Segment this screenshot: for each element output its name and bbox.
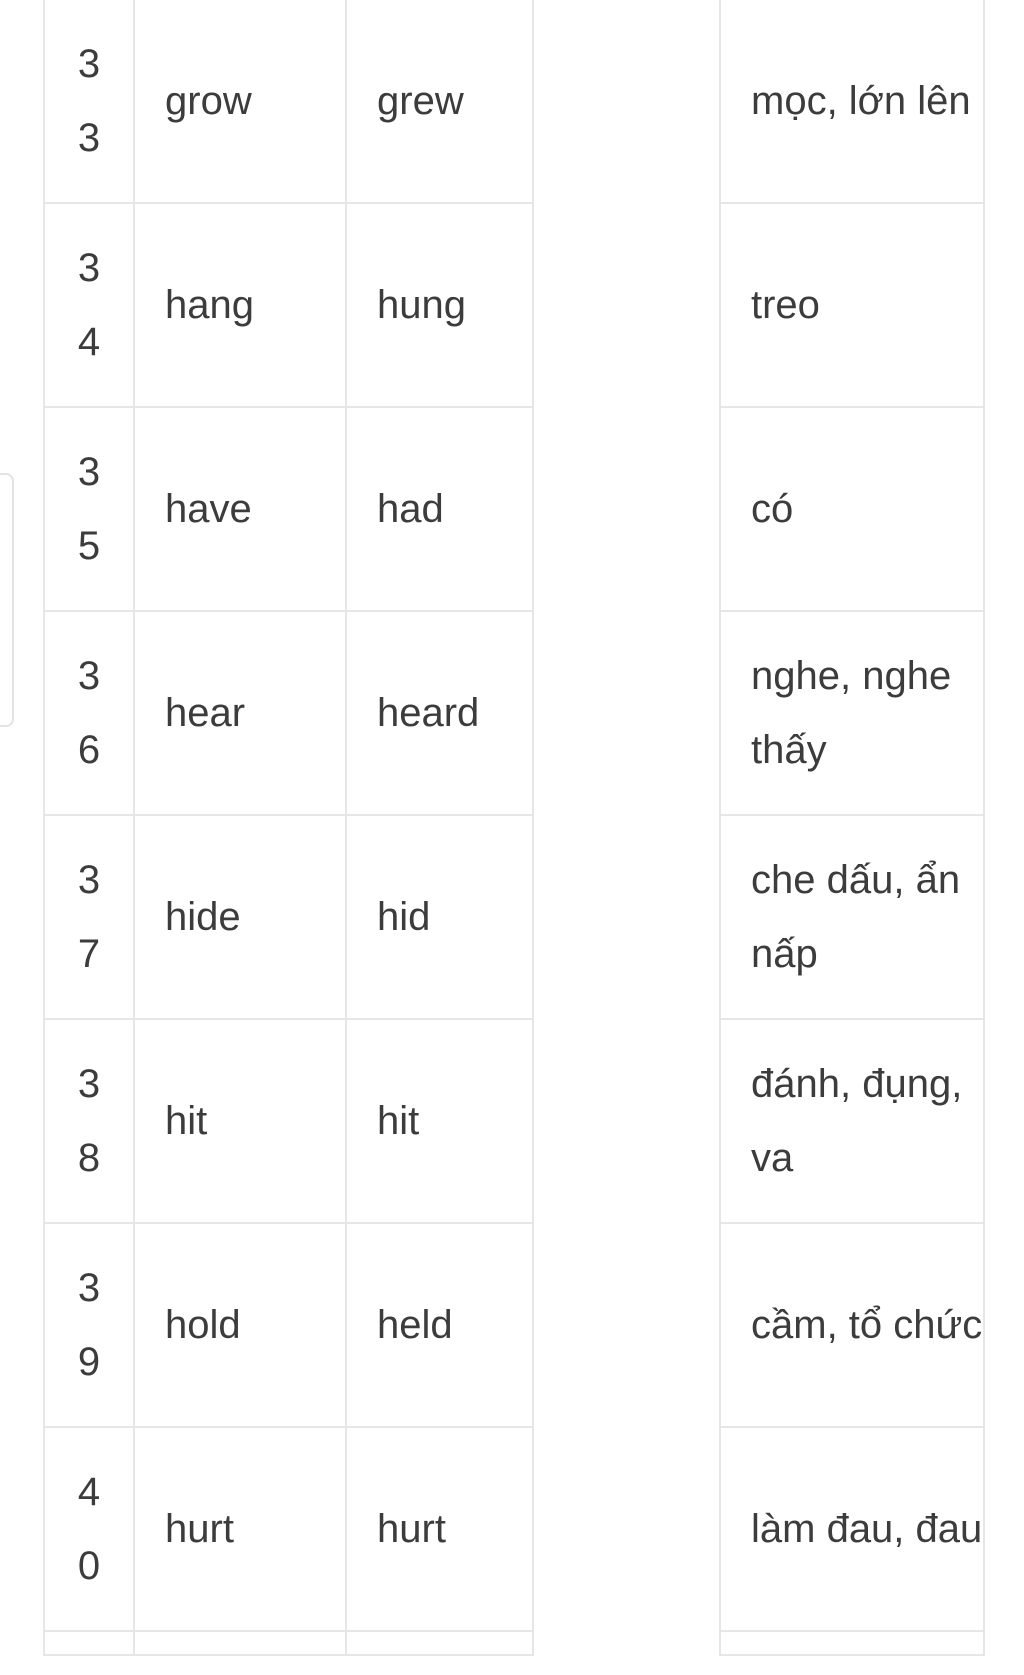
row-number-cell bbox=[44, 1223, 134, 1427]
past-participle-cell bbox=[533, 815, 720, 1019]
row-number-cell bbox=[44, 1631, 134, 1655]
base-form-cell: grow bbox=[134, 0, 346, 203]
row-number: 36 bbox=[77, 654, 101, 772]
row-number: 38 bbox=[77, 1062, 101, 1180]
base-form-cell: hit bbox=[134, 1019, 346, 1223]
past-participle-cell bbox=[533, 1631, 720, 1655]
table-row bbox=[44, 611, 984, 815]
table-row bbox=[44, 407, 984, 611]
past-simple-cell: held bbox=[346, 1223, 533, 1427]
table-row bbox=[44, 1223, 984, 1427]
past-simple-cell: hid bbox=[346, 815, 533, 1019]
irregular-verbs-table bbox=[43, 0, 985, 1656]
past-participle-cell bbox=[533, 407, 720, 611]
meaning-cell: che dấu, ẩn nấp bbox=[720, 815, 984, 1019]
past-participle-cell bbox=[533, 1019, 720, 1223]
meaning-cell: mọc, lớn lên bbox=[720, 0, 984, 203]
table-row bbox=[44, 1019, 984, 1223]
table-row bbox=[44, 203, 984, 407]
base-form-cell: hurt bbox=[134, 1427, 346, 1631]
row-number-cell bbox=[44, 611, 134, 815]
past-participle-cell bbox=[533, 1427, 720, 1631]
past-participle-cell bbox=[533, 0, 720, 203]
row-number-cell bbox=[44, 1427, 134, 1631]
past-simple-cell: had bbox=[346, 407, 533, 611]
past-simple-cell: heard bbox=[346, 611, 533, 815]
irregular-verbs-table-container bbox=[43, 0, 983, 1656]
past-simple-cell: grew bbox=[346, 0, 533, 203]
row-number: 37 bbox=[77, 858, 101, 976]
base-form-cell: hear bbox=[134, 611, 346, 815]
past-simple-cell bbox=[346, 1631, 533, 1655]
meaning-cell: cầm, tổ chức bbox=[720, 1223, 984, 1427]
meaning-cell: làm đau, đau bbox=[720, 1427, 984, 1631]
row-number-cell bbox=[44, 1019, 134, 1223]
meaning-cell: đánh, đụng, va bbox=[720, 1019, 984, 1223]
past-simple-cell: hurt bbox=[346, 1427, 533, 1631]
meaning-cell bbox=[720, 1631, 984, 1655]
base-form-cell bbox=[134, 1631, 346, 1655]
side-panel-tab[interactable] bbox=[0, 473, 14, 727]
past-simple-cell: hung bbox=[346, 203, 533, 407]
meaning-cell: nghe, nghe thấy bbox=[720, 611, 984, 815]
table-row bbox=[44, 815, 984, 1019]
table-row bbox=[44, 0, 984, 203]
row-number: 40 bbox=[77, 1470, 101, 1588]
past-participle-cell bbox=[533, 203, 720, 407]
base-form-cell: hold bbox=[134, 1223, 346, 1427]
row-number: 35 bbox=[77, 450, 101, 568]
past-participle-cell bbox=[533, 1223, 720, 1427]
table-body bbox=[44, 0, 984, 1655]
row-number: 34 bbox=[77, 246, 101, 364]
past-participle-cell bbox=[533, 611, 720, 815]
meaning-cell: có bbox=[720, 407, 984, 611]
base-form-cell: hang bbox=[134, 203, 346, 407]
table-row-partial bbox=[44, 1631, 984, 1655]
row-number: 39 bbox=[77, 1266, 101, 1384]
past-simple-cell: hit bbox=[346, 1019, 533, 1223]
row-number-cell bbox=[44, 0, 134, 203]
base-form-cell: have bbox=[134, 407, 346, 611]
row-number-cell bbox=[44, 407, 134, 611]
base-form-cell: hide bbox=[134, 815, 346, 1019]
table-row bbox=[44, 1427, 984, 1631]
row-number-cell bbox=[44, 203, 134, 407]
row-number-cell bbox=[44, 815, 134, 1019]
meaning-cell: treo bbox=[720, 203, 984, 407]
row-number: 33 bbox=[77, 42, 101, 160]
